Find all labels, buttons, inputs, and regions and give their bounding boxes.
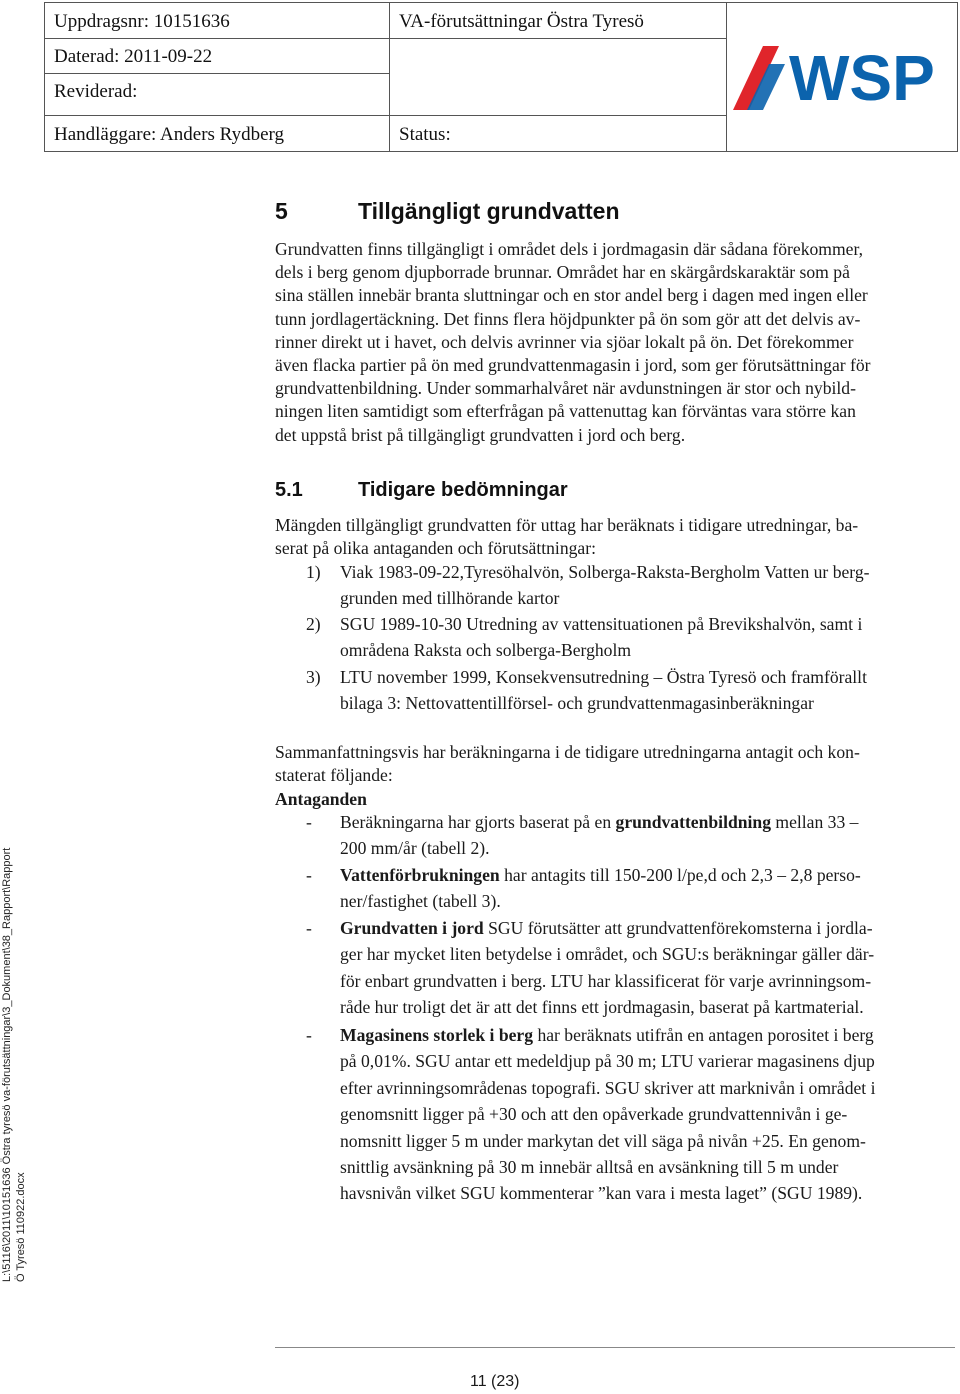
- wsp-logo: [733, 38, 951, 114]
- bullet-dash: -: [306, 812, 312, 832]
- bold-term: grundvattenbildning: [615, 812, 771, 832]
- bullet-dash: -: [306, 865, 312, 885]
- item-number: 1): [306, 562, 321, 582]
- file-path-line: L:\5116\2011\10151636 Östra tyresö va-förutsättningar\3_Dokument\38_Rapport\Rapport: [1, 847, 13, 1282]
- text-line: ningen liten samtidigt som efterfrågan på vattenuttag kan förväntas vara större kan: [275, 401, 856, 422]
- text-line: områdena Raksta och solberga-Bergholm: [340, 640, 632, 661]
- text-line: ger har mycket liten betydelse i området, och SGU:s beräkningar gäller där-: [340, 944, 875, 965]
- text-line: rinner direkt ut i havet, och delvis avrinner via sjöar lokalt på ön. Det förekommer: [275, 331, 854, 352]
- text-line: nomsnitt ligger 5 m under markytan det vill säga på nivån +25. En genom-: [340, 1130, 866, 1151]
- text-line: Mängden tillgängligt grundvatten för uttag har beräknats i tidigare utredningar, ba-: [275, 515, 859, 535]
- text-line: för enbart grundvatten i berg. LTU har klassificerat för varje avrinningsom-: [340, 970, 872, 991]
- status: Status:: [399, 124, 451, 145]
- text-run: har antagits till 150-200 l/pe,d och 2,3 – 2,8 perso-: [499, 865, 861, 885]
- page-number: 11 (23): [470, 1373, 520, 1390]
- text-line: Viak 1983-09-22,Tyresöhalvön, Solberga-Raksta-Bergholm Vatten ur berg-: [340, 562, 870, 582]
- text-run: mellan 33 –: [771, 812, 859, 832]
- text-run: SGU förutsätter att grundvattenförekomsterna i jordla-: [483, 918, 873, 938]
- section-title: Tillgängligt grundvatten: [358, 198, 620, 224]
- text-line: bilaga 3: Nettovattentillförsel- och grundvattenmagasinberäkningar: [340, 693, 814, 714]
- text-line: dels i berg genom djupborrade brunnar. Området har en skärgårdskaraktär som på: [275, 262, 850, 283]
- bold-term: Vattenförbrukningen: [340, 865, 500, 885]
- bold-term: Grundvatten i jord: [340, 918, 484, 938]
- reference-item-1: [306, 559, 952, 612]
- reference-item-3: [306, 664, 952, 717]
- footer-rule: [275, 1347, 955, 1348]
- item-number: 2): [306, 614, 321, 634]
- reference-item-2: [306, 611, 952, 664]
- project-number: Uppdragsnr: 10151636: [54, 11, 230, 32]
- text-line: genomsnitt ligger på +30 och att den opåverkade grundvattennivån i ge-: [340, 1104, 848, 1125]
- assumption-groundwater-in-soil: [340, 915, 952, 1021]
- section-number: 5: [275, 198, 288, 224]
- section-intro: [275, 238, 955, 447]
- text-line: snittlig avsänkning på 30 m innebär alltså en avsänkning till 5 m under: [340, 1157, 839, 1178]
- text-line: sina ställen innebär branta sluttningar och en stor andel berg i dagen med ingen eller: [275, 285, 868, 306]
- handler: Handläggare: Anders Rydberg: [54, 124, 284, 145]
- text-line: tunn jordlagertäckning. Det finns flera höjdpunkter på ön som gör att det delvis av-: [275, 308, 861, 329]
- date: Daterad: 2011-09-22: [54, 46, 213, 67]
- text-line: efter avrinningsområdenas topografi. SGU skriver att marknivån i området i: [340, 1077, 876, 1098]
- summary-paragraph: [275, 741, 955, 787]
- text-line: SGU 1989-10-30 Utredning av vattensituationen på Brevikshalvön, samt i: [340, 614, 863, 634]
- subsection-number: 5.1: [275, 479, 303, 501]
- assumptions-label: Antaganden: [275, 789, 367, 809]
- text-run: Beräkningarna har gjorts baserat på en: [340, 812, 616, 832]
- assumption-reservoir-size: [340, 1022, 952, 1207]
- text-line: ner/fastighet (tabell 3).: [340, 891, 501, 912]
- logo-text: WSP: [789, 42, 935, 114]
- text-line: havsnivån vilket SGU kommenterar ”kan vara i mesta laget” (SGU 1989).: [340, 1183, 863, 1204]
- bold-term: Magasinens storlek i berg: [340, 1025, 534, 1045]
- bullet-dash: -: [306, 1025, 312, 1045]
- text-line: Sammanfattningsvis har beräkningarna i de tidigare utredningarna antagit och kon-: [275, 742, 860, 762]
- text-line: råde hur troligt det är att det finns ett jordmagasin, baserat på kartmaterial.: [340, 997, 864, 1018]
- text-line: LTU november 1999, Konsekvensutredning – Östra Tyresö och framförallt: [340, 667, 867, 687]
- text-line: även flacka partier på ön med grundvattenmagasin i jord, som ger förutsättningar för: [275, 355, 871, 376]
- subsection-intro: [275, 514, 955, 560]
- item-number: 3): [306, 667, 321, 687]
- bullet-dash: -: [306, 918, 312, 938]
- text-run: har beräknats utifrån en antagen porositet i berg: [533, 1025, 874, 1045]
- text-line: Grundvatten finns tillgängligt i området dels i jordmagasin där sådana förekommer,: [275, 239, 864, 259]
- text-line: serat på olika antaganden och förutsättningar:: [275, 538, 596, 559]
- text-line: staterat följande:: [275, 765, 393, 786]
- file-path-line: Ö Tyresö 110922.docx: [15, 1172, 27, 1282]
- revised: Reviderad:: [54, 81, 138, 102]
- text-line: 200 mm/år (tabell 2).: [340, 838, 490, 859]
- subsection-title: Tidigare bedömningar: [358, 479, 568, 501]
- assumption-water-consumption: [340, 862, 952, 915]
- assumption-groundwater-formation: [340, 809, 952, 862]
- text-line: grunden med tillhörande kartor: [340, 588, 560, 609]
- text-line: grundvattenbildning. Under sommarhalvåret när avdunstningen är stor och nybild-: [275, 378, 856, 399]
- text-line: på 0,01%. SGU antar ett medeldjup på 30 m; LTU varierar magasinens djup: [340, 1051, 875, 1072]
- text-line: det uppstå brist på tillgängligt grundvatten i jord och berg.: [275, 424, 686, 445]
- document-title: VA-förutsättningar Östra Tyresö: [399, 11, 644, 32]
